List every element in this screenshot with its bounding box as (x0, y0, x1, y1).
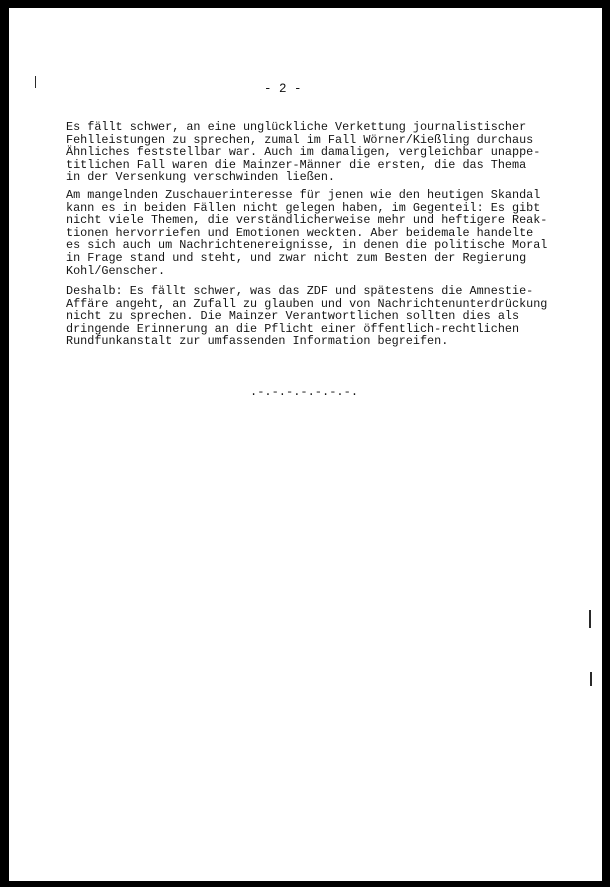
text-line: Es fällt schwer, an eine unglückliche Verkettung journalistischer (66, 120, 527, 134)
end-separator: .-.-.-.-.-.-.-. (250, 385, 359, 399)
scan-artifact (35, 76, 36, 88)
text-line: Deshalb: Es fällt schwer, was das ZDF und spätestens die Amnestie- (66, 284, 534, 298)
text-line: Ähnliches feststellbar war. Auch im damaligen, vergleichbar unappe- (66, 145, 541, 160)
scan-artifact (590, 672, 592, 686)
paragraph-3 (66, 284, 548, 349)
text-line: in der Versenkung verschwinden ließen. (66, 170, 336, 185)
text-line: es sich auch um Nachrichtenereignisse, in denen die politische Moral (66, 238, 548, 253)
page-number: - 2 - (264, 82, 302, 96)
text-line: Rundfunkanstalt zur umfassenden Information begreifen. (66, 334, 449, 349)
text-line: Am mangelnden Zuschauerinteresse für jenen wie den heutigen Skandal (66, 188, 541, 202)
text-line: tionen hervorriefen und Emotionen weckten. Aber beidemale handelte (66, 225, 534, 240)
text-line: in Frage stand und steht, und zwar nicht zum Besten der Regierung (66, 250, 527, 265)
paragraph-1 (66, 120, 541, 185)
text-line: Affäre angeht, an Zufall zu glauben und von Nachrichtenunterdrückung (66, 296, 548, 311)
text-line: nicht viele Themen, die verständlicherweise mehr und heftigere Reak- (66, 213, 548, 228)
text-line: Fehlleistungen zu sprechen, zumal im Fall Wörner/Kießling durchaus (66, 132, 534, 147)
text-line: Kohl/Genscher. (66, 263, 166, 278)
paragraph-2 (66, 188, 548, 278)
text-line: dringende Erinnerung an die Pflicht einer öffentlich-rechtlichen (66, 321, 520, 336)
text-line: titlichen Fall waren die Mainzer-Männer die ersten, die das Thema (66, 157, 527, 172)
text-line: nicht zu sprechen. Die Mainzer Verantwortlichen sollten dies als (66, 309, 520, 324)
text-line: kann es in beiden Fällen nicht gelegen haben, im Gegenteil: Es gibt (66, 200, 541, 215)
scan-artifact (589, 610, 591, 628)
